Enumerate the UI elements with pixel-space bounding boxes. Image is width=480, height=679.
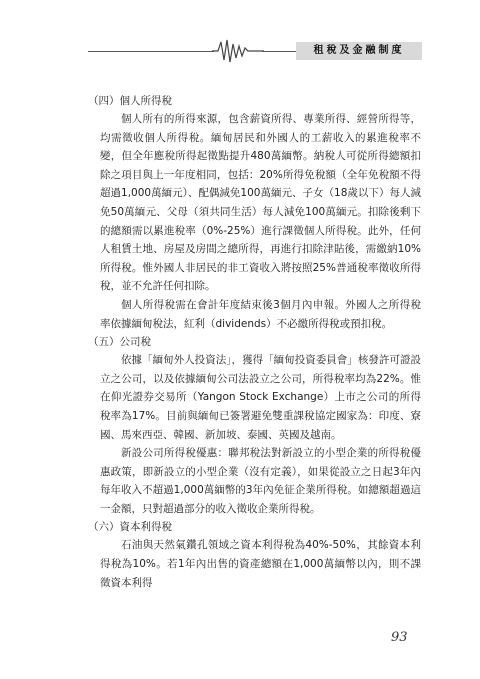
section-heading: （六）資本利得稅	[88, 521, 172, 534]
section-paragraph: 個人所得稅需在會計年度結束後3個月內申報。外國人之所得稅率依據緬甸稅法，紅利（dividends）不必繳所得稅或預扣稅。	[100, 298, 421, 330]
section-paragraph: 個人所有的所得來源，包含薪資所得、專業所得、經營所得等，均需徵收個人所得稅。緬甸居民和外國人的工薪收入的累進稅率不變，但全年應稅所得起徵點提升480萬緬幣。納稅人可從所得總額扣除之項目與上一年度相同，包括：20%所得免稅額（全年免稅額不得超過1,000萬緬元）、配偶減免100萬緬元、子女（18歲以下）每人減免50萬緬元、父母（須共同生活）每人減免100萬緬元。扣除後剩下的總額需以累進稅率（0%-25%）進行課徵個人所得稅。此外，任何人租賃土地、房屋及房間之總所得，再進行扣除津貼後，需繳納10%所得稅。惟外國人非居民的非工資收入將按照25%普通稅率徵收所得稅，並不允許任何扣除。	[100, 113, 421, 293]
section-heading: （四）個人所得稅	[88, 95, 172, 107]
section-heading: （五）公司稅	[88, 336, 151, 349]
section-paragraph: 石油與天然氣鑽孔領域之資本利得稅為40%-50%，其餘資本利得稅為10%。若1年內出售的資產總額在1,000萬緬幣以內，則不課徵資本利得	[100, 539, 421, 589]
section-paragraph: 依據「緬甸外人投資法」，獲得「緬甸投資委員會」核發許可證設立之公司，以及依據緬甸公司法設立之公司，所得稅率均為22%。惟在仰光證券交易所（Yangon Stock Exchange）上市之公司的所得稅率為17%。目前與緬甸已簽署避免雙重課稅協定國家為：印度、寮國、馬來西亞、韓國、新加坡、泰國、英國及越南。	[100, 354, 421, 441]
page-number: 93	[391, 630, 408, 645]
header-rule-left	[88, 51, 214, 52]
header-rule-right	[262, 51, 298, 52]
running-header	[0, 34, 480, 64]
chapter-title: 租稅及金融制度	[296, 42, 422, 60]
document-body	[88, 92, 421, 592]
heartbeat-wave-icon	[212, 38, 264, 64]
section-paragraph: 新設公司所得稅優惠：聯邦稅法對新設立的小型企業的所得稅優惠政策，即新設立的小型企業（沒有定義），如果從設立之日起3年內每年收入不超過1,000萬緬幣的3年內免征企業所得稅。如總額超過這一金額，只對超過部分的收入徵收企業所得稅。	[100, 447, 421, 515]
